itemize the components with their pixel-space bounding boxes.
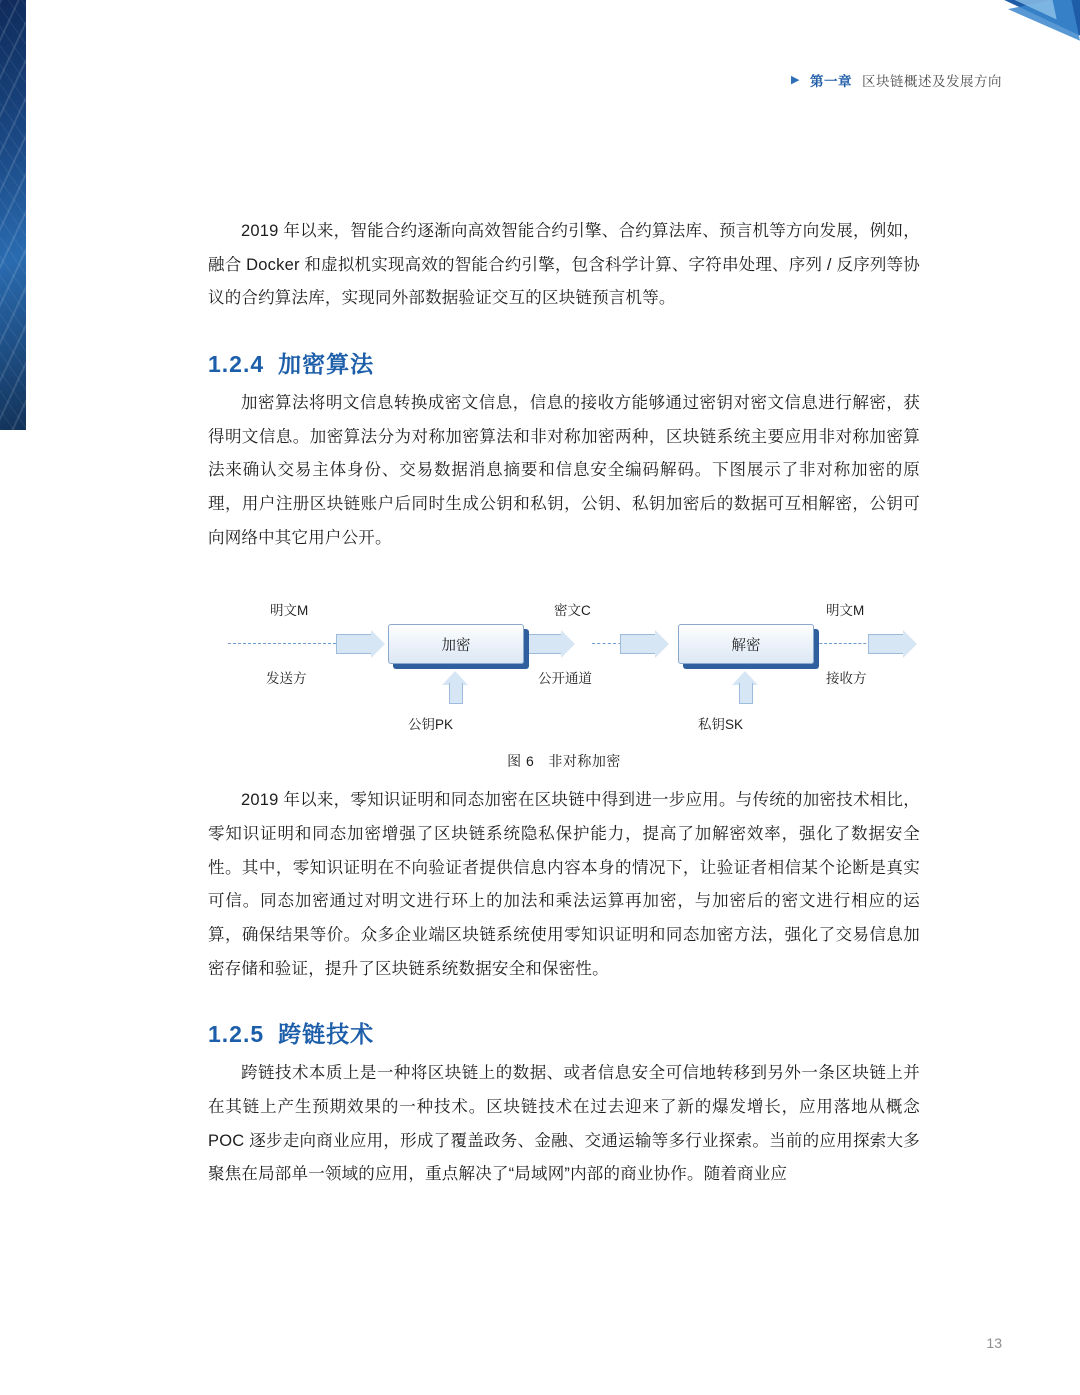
figure-arrow-3 [620, 634, 656, 654]
figure-label-sender: 发送方 [266, 671, 307, 687]
section-title-1-2-5: 跨链技术 [278, 1021, 375, 1048]
figure-caption-number: 图 6 [507, 753, 535, 770]
paragraph-zkp-homomorphic: 2019 年以来，零知识证明和同态加密在区块链中得到进一步应用。与传统的加密技术相比，零知识证明和同态加密增强了区块链系统隐私保护能力，提高了加解密效率，强化了数据安全性。其中，零知识证明在不向验证者提供信息内容本身的情况下，让验证者相信某个论断是真实可信。同态加密通过对明文进行环上的加法和乘法运算再加密，与加密后的密文进行相应的运算，确保结果等价。众多企业端区块链系统使用零知识证明和同态加密方法，强化了交易信息加密存储和验证，提升了区块链系统数据安全和保密性。 [208, 791, 920, 978]
figure-caption-text: 非对称加密 [548, 753, 621, 770]
figure-label-ciphertext: 密文C [554, 603, 591, 619]
figure-arrow-2 [526, 634, 562, 654]
figure-canvas [208, 599, 920, 749]
left-decoration-bar [0, 0, 26, 430]
figure-label-public-channel: 公开通道 [538, 671, 592, 687]
paragraph-encryption-intro: 加密算法将明文信息转换成密文信息，信息的接收方能够通过密钥对密文信息进行解密，获得明文信息。加密算法分为对称加密算法和非对称加密两种，区块链系统主要应用非对称加密算法来确认交易主体身份、交易数据消息摘要和信息安全编码解码。下图展示了非对称加密的原理，用户注册区块链账户后同时生成公钥和私钥，公钥、私钥加密后的数据可互相解密，公钥可向网络中其它用户公开。 [208, 393, 920, 547]
section-heading-1-2-4 [208, 346, 920, 379]
running-header [791, 70, 1002, 90]
section-heading-1-2-5 [208, 1016, 920, 1049]
paragraph-smart-contract: 2019 年以来，智能合约逐渐向高效智能合约引擎、合约算法库、预言机等方向发展，例如，融合 Docker 和虚拟机实现高效的智能合约引擎，包含科学计算、字符串处理、序列 / 反序列等协议的合约算法库，实现同外部数据验证交互的区块链预言机等。 [208, 222, 920, 308]
page-number: 13 [986, 1335, 1002, 1351]
figure-arrow-1 [336, 634, 372, 654]
section-number-1-2-4: 1.2.4 [208, 350, 265, 377]
header-chapter-title: 区块链概述及发展方向 [862, 74, 1002, 89]
figure-box-encrypt: 加密 [388, 624, 524, 664]
figure-label-private-key: 私钥SK [698, 717, 744, 733]
figure-box-decrypt: 解密 [678, 624, 814, 664]
section-number-1-2-5: 1.2.5 [208, 1021, 265, 1048]
paragraph-cross-chain: 跨链技术本质上是一种将区块链上的数据、或者信息安全可信地转移到另外一条区块链上并在其链上产生预期效果的一种技术。区块链技术在过去迎来了新的爆发增长，应用落地从概念 POC 逐步走向商业应用，形成了覆盖政务、金融、交通运输等多行业探索。当前的应用探索大多聚焦在局部单一领域的应用，重点解决了“局域网”内部的商业协作。随着商业应 [208, 1064, 920, 1184]
figure-caption [208, 751, 920, 771]
figure-asymmetric-encryption [208, 599, 920, 774]
figure-label-plaintext-left: 明文M [270, 603, 309, 619]
figure-dashed-line-1 [228, 643, 346, 644]
figure-label-plaintext-right: 明文M [826, 603, 865, 619]
figure-arrow-4 [868, 634, 904, 654]
figure-label-public-key: 公钥PK [408, 717, 454, 733]
figure-label-receiver: 接收方 [826, 671, 867, 687]
triangle-marker-icon: ▶ [791, 73, 800, 86]
header-chapter-number: 第一章 [810, 74, 852, 89]
page-content [208, 215, 920, 1192]
section-title-1-2-4: 加密算法 [278, 350, 375, 377]
